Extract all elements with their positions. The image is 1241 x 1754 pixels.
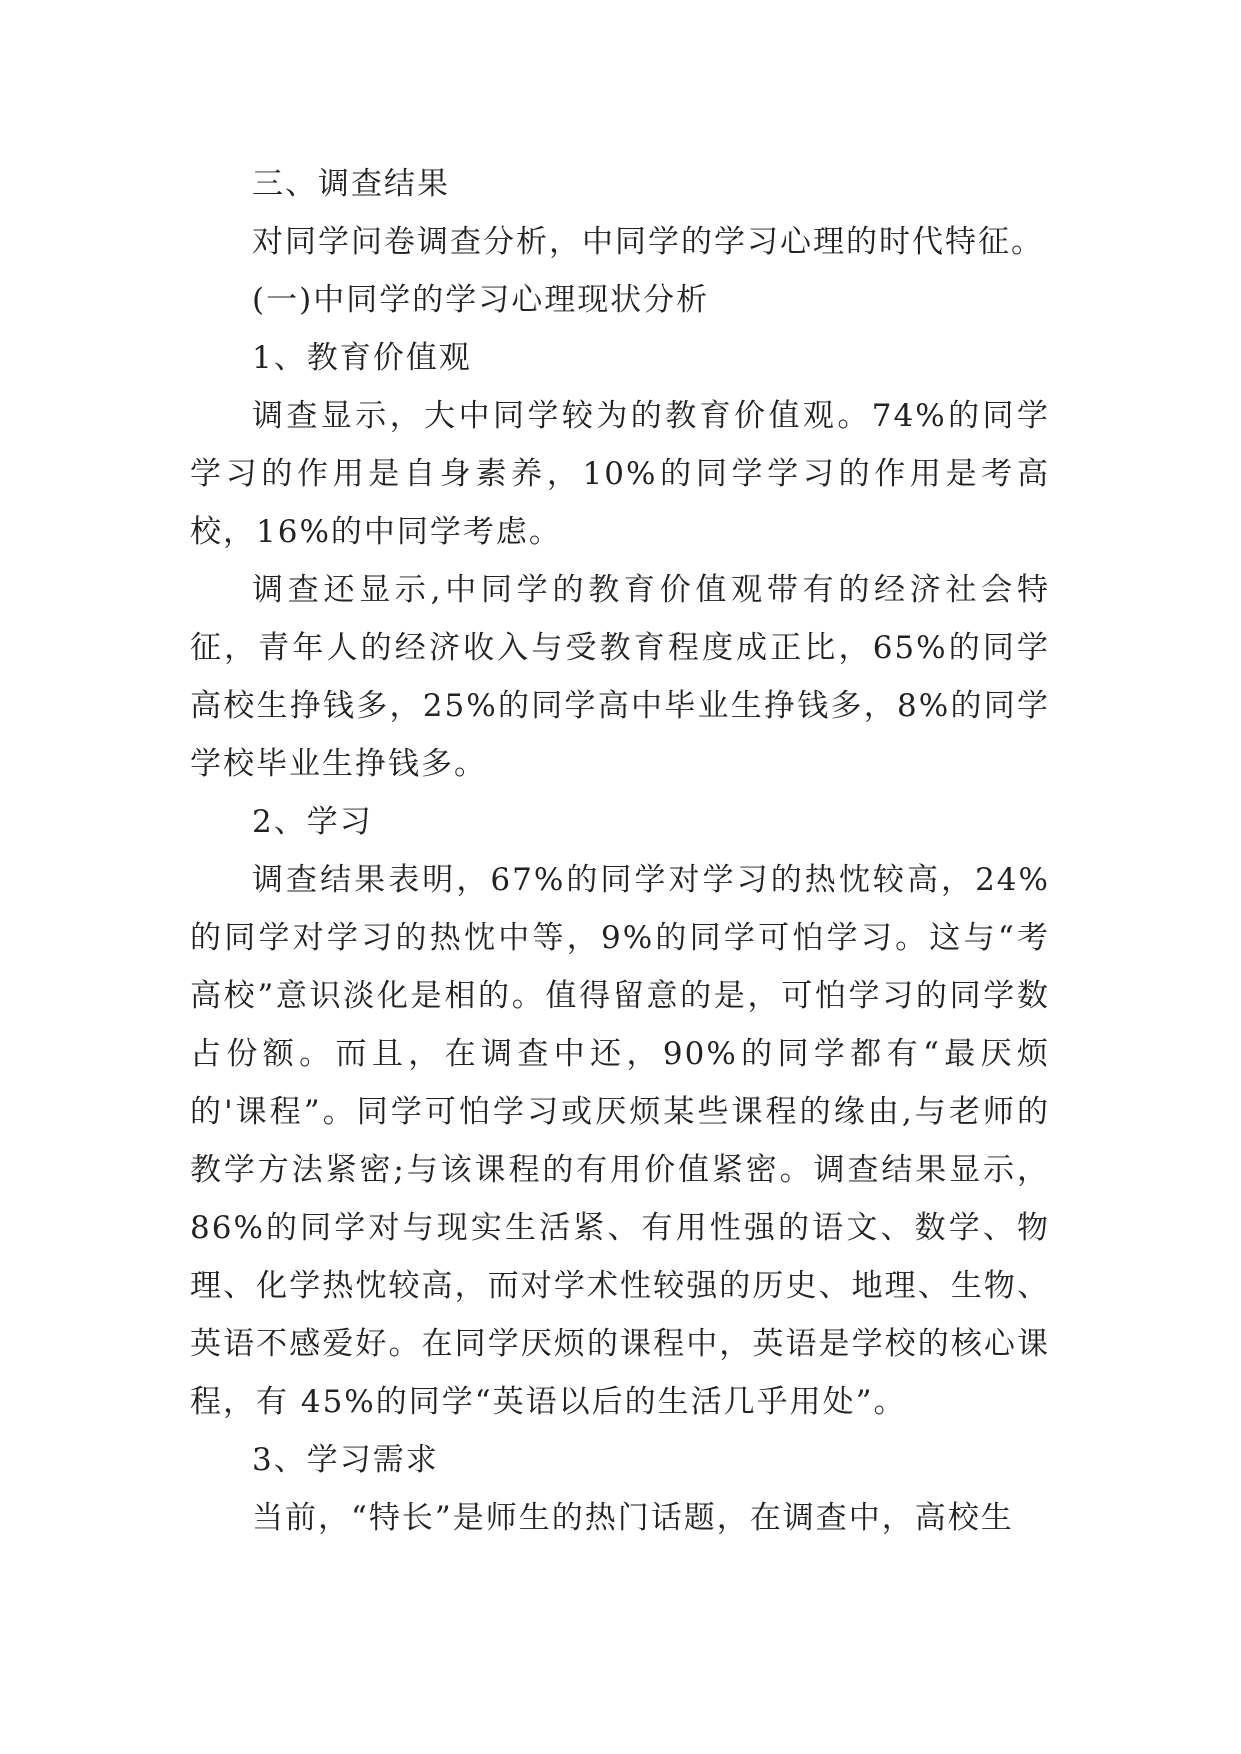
paragraph-education-values-1: 调查显示，大中同学较为的教育价值观。74%的同学学习的作用是自身素养，10%的同学学习的作用是考高校，16%的中同学考虑。	[190, 398, 1050, 550]
document-body	[190, 155, 1050, 1547]
item-heading-learning-needs: 3、学习需求	[252, 1442, 439, 1478]
paragraph-learning: 调查结果表明，67%的同学对学习的热忱较高，24%的同学对学习的热忱中等，9%的同学可怕学习。这与“考高校”意识淡化是相的。值得留意的是，可怕学习的同学数占份额。而且，在调查中还，90%的同学都有“最厌烦的'课程”。同学可怕学习或厌烦某些课程的缘由,与老师的教学方法紧密;与该课程的有用价值紧密。调查结果显示，86%的同学对与现实生活紧、有用性强的语文、数学、物理、化学热忱较高，而对学术性较强的历史、地理、生物、英语不感爱好。在同学厌烦的课程中，英语是学校的核心课程，有 45%的同学“英语以后的生活几乎用处”。	[190, 862, 1050, 1420]
paragraph-learning-needs: 当前，“特长”是师生的热门话题，在调查中，高校生	[252, 1500, 1014, 1536]
paragraph-intro: 对同学问卷调查分析，中同学的学习心理的时代特征。	[252, 224, 1044, 260]
paragraph-education-values-2: 调查还显示,中同学的教育价值观带有的经济社会特征，青年人的经济收入与受教育程度成正比，65%的同学高校生挣钱多，25%的同学高中毕业生挣钱多，8%的同学学校毕业生挣钱多。	[190, 572, 1050, 782]
item-heading-learning: 2、学习	[252, 804, 373, 840]
section-heading-survey-results: 三、调查结果	[252, 166, 450, 202]
subsection-heading-status-analysis: (一)中同学的学习心理现状分析	[252, 282, 710, 318]
item-heading-education-values: 1、教育价值观	[252, 340, 472, 376]
